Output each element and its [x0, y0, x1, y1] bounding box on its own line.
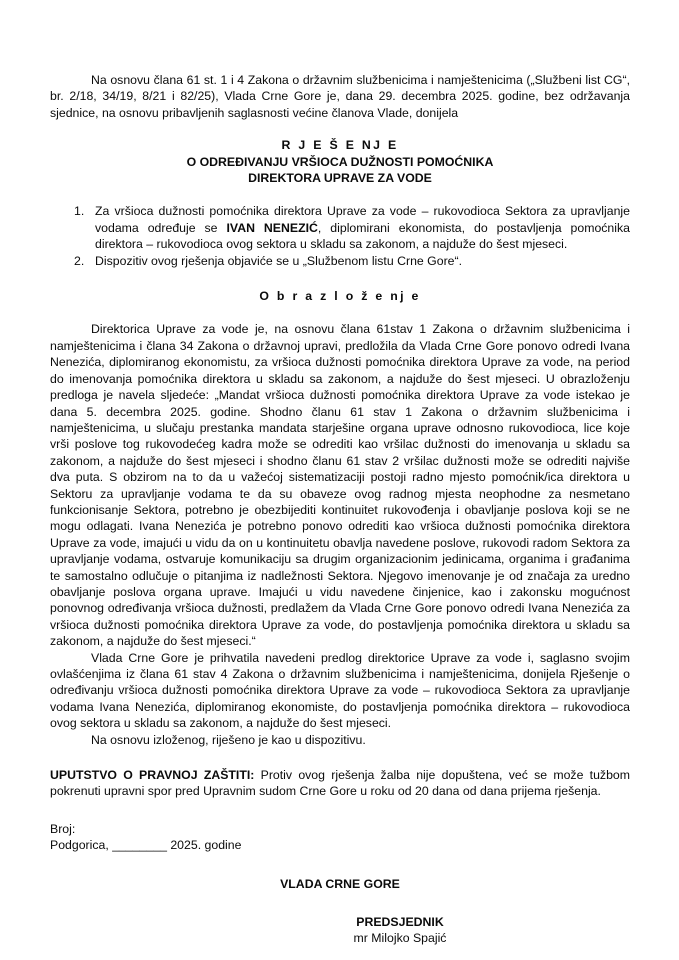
- document-content: [50, 72, 630, 947]
- place-and-date-line: Podgorica, ________ 2025. godine: [50, 838, 242, 853]
- intro-paragraph: Na osnovu člana 61 st. 1 i 4 Zakona o državnim službenicima i namještenicima („Službeni list CG“, br. 2/18, 34/19, 8/21 i 82/25), Vlada Crne Gore je, dana 29. decembra 2025. godine, bez održavanja sjednice, na osnovu pribavljenih saglasnosti većine članova Vlade, donijela: [50, 73, 630, 120]
- signatory-name: mr Milojko Spajić: [353, 931, 447, 946]
- reasoning-heading: O b r a z l o ž e nj e: [259, 289, 421, 304]
- document-number-label: Broj:: [50, 821, 76, 836]
- list-item-text: Dispozitiv ovog rješenja objaviće se u „Službenom listu Crne Gore“.: [95, 253, 463, 268]
- list-item: [50, 203, 630, 252]
- title-line-1: R J E Š E NJ E: [281, 138, 399, 153]
- signature-block: [50, 914, 630, 947]
- reasoning-paragraph: Direktorica Uprave za vode je, na osnovu člana 61stav 1 Zakona o državnim službenicima i namještenicima i člana 34 Zakona o državnoj upravi, predložila da Vlada Crne Gore ponovo odredi Ivana Nenezića, diplomiranog ekonomistu, za vršioca dužnosti pomoćnika direktora Uprave za vode, na period do imenovanja pomoćnika direktora u skladu sa zakonom, a najduže do šest mjeseci. U obrazloženju predloga je navela sljedeće: „Mandat vršioca dužnosti pomoćnika direktora Uprave za vode istekao je dana 5. decembra 2025. godine. Shodno članu 61 stav 1 Zakona o državnim službenicima i namještenicima, u slučaju prestanka mandata starješine organa uprave odnosno rukovodioca, lice koje vrši poslove tog rukovodećeg kadra može se odrediti kao vršilac dužnosti do imenovanja u skladu sa zakonom, a najduže do šest mjeseci i shodno članu 61 stav 2 vršilac dužnosti može se odrediti najviše dva puta. S obzirom na to da u važećoj sistematizaciji postoji radno mjesto pomoćnik/ica direktora u Sektoru za upravljanje vodama te da su obaveze ovog radnog mjesta neophodne za nesmetano funkcionisanje Sektora, potrebno je obezbijediti kontinuitet rukovođenja i obavljanje poslova koji se ne mogu odlagati. Ivana Nenezića je potrebno ponovo odrediti kao vršioca dužnosti pomoćnika direktora Uprave za vode, imajući u vidu da on u kontinuitetu obavlja navedene poslove, rukovodi radom Sektora za upravljanje vodama, ostvaruje komunikaciju sa drugim organizacionim jedinicama, organima i građanima te samostalno odlučuje o pitanjima iz nadležnosti Sektora. Njegovo imenovanje je od značaja za uredno obavljanje poslova organa uprave. Imajući u vidu navedene činjenice, kao i zakonsku mogućnost ponovnog određivanja vršioca dužnosti, predlažem da Vlada Crne Gore ponovo odredi Ivana Nenezića za vršioca dužnosti pomoćnika direktora Uprave za vode, do postavljenja pomoćnika direktora u skladu sa zakonom, a najduže do šest mjeseci.“: [50, 322, 630, 649]
- list-item-number: 2.: [74, 253, 85, 268]
- government-name: VLADA CRNE GORE: [280, 876, 400, 891]
- dispositive-list: [50, 203, 630, 269]
- list-item-text-after-name: , diplomirani ekonomista, do postavljenja pomoćnika direktora – rukovodioca ovog sektora u skladu sa zakonom, a najduže do šest mjeseci.: [95, 220, 630, 252]
- appointee-name: IVAN NENEZIĆ: [226, 220, 318, 235]
- reasoning-paragraph: Vlada Crne Gore je prihvatila navedeni predlog direktorice Uprave za vode i, saglasno svojim ovlašćenjima iz člana 61 stav 4 Zakona o državnim službenicima i namještenicima, donijela Rješenje o određivanju vršioca dužnosti pomoćnika direktora Uprave za vode – rukovodioca Sektora za upravljanje vodama Ivana Nenezića, diplomiranog ekonomiste, do postavljenja pomoćnika direktora – rukovodioca ovog sektora u skladu sa zakonom, a najduže do šest mjeseci.: [50, 650, 630, 731]
- title-line-3: DIREKTORA UPRAVE ZA VODE: [248, 171, 432, 186]
- reasoning-paragraph: Na osnovu izloženog, riješeno je kao u dispozitivu.: [91, 732, 366, 747]
- list-item-text-before-name: Za vršioca dužnosti pomoćnika direktora Uprave za vode – rukovodioca Sektora za upravljanje vodama određuje se: [95, 204, 630, 235]
- resolution-title: [50, 137, 630, 186]
- title-line-2: O ODREĐIVANJU VRŠIOCA DUŽNOSTI POMOĆNIKA: [186, 154, 494, 169]
- legal-remedy-paragraph: [50, 767, 630, 800]
- list-item: [50, 253, 630, 269]
- legal-remedy-text: Protiv ovog rješenja žalba nije dopuštena, već se može tužbom pokrenuti upravni spor pred Upravnim sudom Crne Gore u roku od 20 dana od dana prijema rješenja.: [50, 768, 630, 799]
- document-footer: [50, 821, 630, 854]
- list-item-number: 1.: [74, 204, 85, 219]
- reasoning-body: [50, 321, 630, 748]
- legal-remedy-label: UPUTSTVO O PRAVNOJ ZAŠTITI:: [50, 768, 255, 783]
- signatory-title: PREDSJEDNIK: [356, 915, 444, 930]
